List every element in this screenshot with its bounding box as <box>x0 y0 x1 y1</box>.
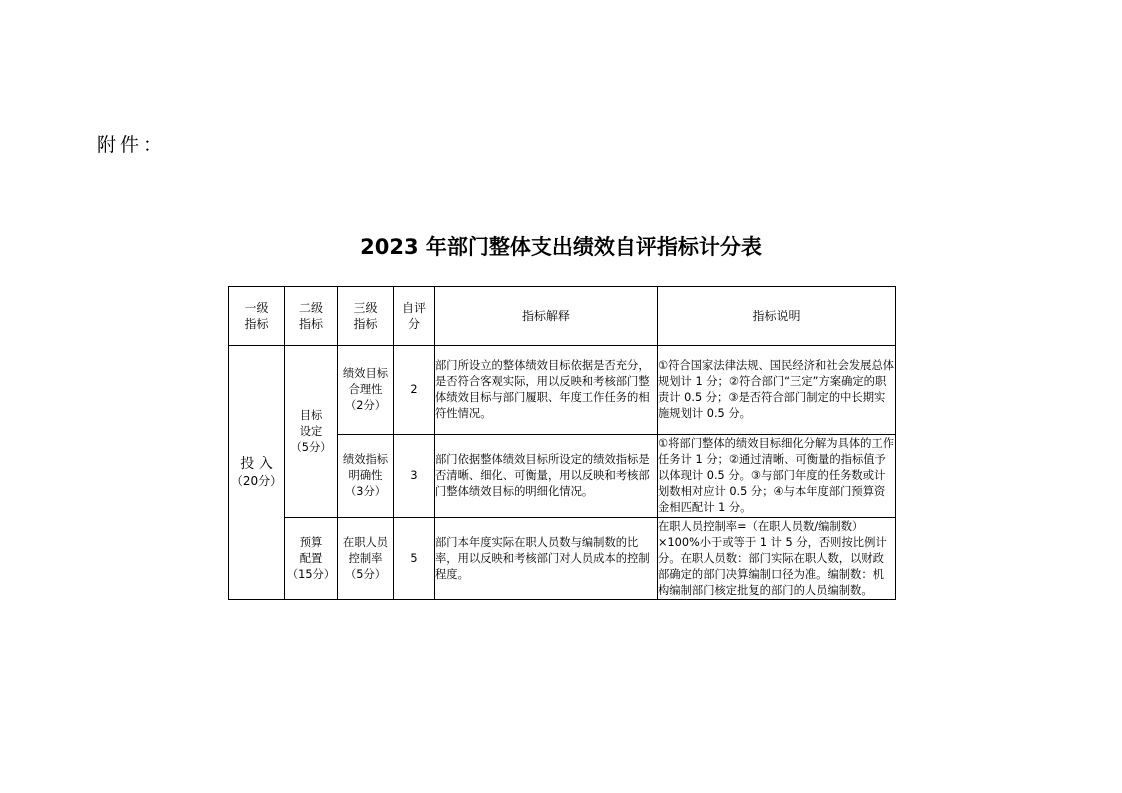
score-table <box>228 286 896 600</box>
explanation-cell: 部门本年度实际在职人员数与编制数的比率，用以反映和考核部门对人员成本的控制程度。 <box>435 518 658 600</box>
header-level3: 三级 指标 <box>338 287 394 346</box>
explanation-cell: 部门依据整体绩效目标所设定的绩效指标是否清晰、细化、可衡量，用以反映和考核部门整体绩效目标的明细化情况。 <box>435 435 658 518</box>
description-cell: ①将部门整体的绩效目标细化分解为具体的工作任务计 1 分；②通过清晰、可衡量的指标值予以体现计 0.5 分。③与部门年度的任务数或计划数相对应计 0.5 分；④与本年度部门预算资金相匹配计 1 分。 <box>658 435 896 518</box>
header-explanation: 指标解释 <box>435 287 658 346</box>
header-level1: 一级 指标 <box>229 287 285 346</box>
level1-cell: 投 入 （20分） <box>229 346 285 600</box>
table-row <box>229 518 896 600</box>
attachment-label: 附件： <box>97 134 167 156</box>
level3-cell: 绩效目标 合理性 （2分） <box>338 346 394 435</box>
description-cell: 在职人员控制率=（在职人员数/编制数）×100%小于或等于 1 计 5 分，否则按比例计分。在职人员数：部门实际在职人数，以财政部确定的部门决算编制口径为准。编制数：机构编制部门核定批复的部门的人员编制数。 <box>658 518 896 600</box>
level3-cell: 绩效指标 明确性 （3分） <box>338 435 394 518</box>
header-description: 指标说明 <box>658 287 896 346</box>
score-cell: 2 <box>394 346 435 435</box>
score-cell: 3 <box>394 435 435 518</box>
page-title: 2023 年部门整体支出绩效自评指标计分表 <box>360 235 762 259</box>
score-cell: 5 <box>394 518 435 600</box>
table-row <box>229 346 896 435</box>
level3-cell: 在职人员 控制率 （5分） <box>338 518 394 600</box>
description-cell: ①符合国家法律法规、国民经济和社会发展总体规划计 1 分；②符合部门“三定”方案确定的职责计 0.5 分；③是否符合部门制定的中长期实施规划计 0.5 分。 <box>658 346 896 435</box>
explanation-cell: 部门所设立的整体绩效目标依据是否充分，是否符合客观实际，用以反映和考核部门整体绩效目标与部门履职、年度工作任务的相符性情况。 <box>435 346 658 435</box>
level2-cell: 预算 配置 （15分） <box>285 518 338 600</box>
header-level2: 二级 指标 <box>285 287 338 346</box>
level2-cell: 目标 设定 （5分） <box>285 346 338 518</box>
header-row <box>229 287 896 346</box>
header-score: 自评 分 <box>394 287 435 346</box>
